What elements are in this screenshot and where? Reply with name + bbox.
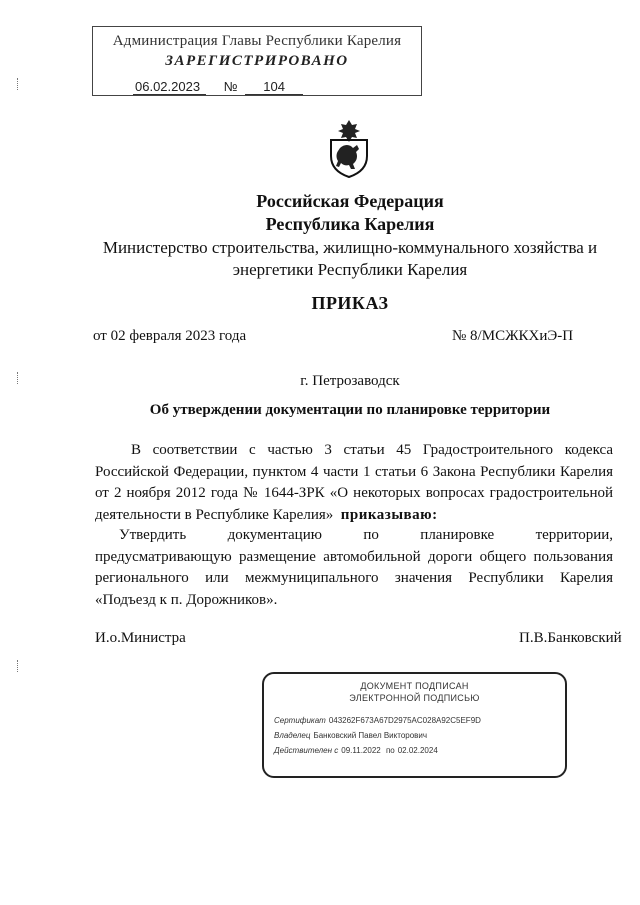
coat-of-arms-icon [324, 118, 374, 178]
esig-certificate-label: Сертификат [274, 716, 326, 725]
registration-number: 104 [245, 79, 303, 95]
body-line: предусматривающую размещение автомобильной дороги общего пользования [95, 548, 613, 565]
esig-owner: Банковский Павел Викторович [313, 731, 428, 740]
body-paragraph-2 [95, 525, 613, 611]
esig-certificate: 043262F673A67D2975AC028A92C5EF9D [328, 716, 481, 725]
esig-valid-to: 02.02.2024 [397, 746, 438, 755]
esig-owner-label: Владелец [274, 731, 311, 740]
registration-date: 06.02.2023 [133, 79, 206, 95]
esig-certificate-row [274, 716, 481, 725]
esig-heading-1: ДОКУМЕНТ ПОДПИСАН [360, 681, 469, 691]
order-city: г. Петрозаводск [300, 373, 400, 389]
body-line: регионального или межмуниципального значения Республики Карелия [95, 570, 613, 586]
margin-mark [17, 660, 20, 672]
esig-valid-from: 09.11.2022 [341, 746, 381, 755]
signatory-name: П.В.Банковский [519, 630, 622, 646]
esig-validity-label: Действителен с [274, 746, 339, 755]
body-line: «Подъезд к п. Дорожников». [95, 591, 278, 608]
body-line: от 2 ноября 2012 года № 1644-ЗРК «О некоторых вопросах градостроительной [95, 485, 613, 501]
registration-line [133, 79, 303, 95]
order-subject: Об утверждении документации по планировке территории [149, 402, 551, 418]
order-number: № 8/МСЖКХиЭ-П [452, 328, 574, 344]
registration-authority: Администрация Главы Республики Карелия [112, 33, 402, 49]
header-republic: Республика Карелия [265, 214, 435, 234]
esig-heading-2: ЭЛЕКТРОННОЙ ПОДПИСЬЮ [349, 693, 480, 703]
signatory-position: И.о.Министра [95, 630, 186, 646]
header-ministry-line1: Министерство строительства, жилищно-коммунального хозяйства и [102, 238, 598, 257]
body-line [95, 505, 613, 527]
order-date: от 02 февраля 2023 года [93, 328, 247, 344]
header-country: Российская Федерация [256, 191, 444, 211]
header-ministry-line2: энергетики Республики Карелия [232, 260, 468, 279]
registration-stamp [92, 26, 422, 96]
body-line: Российской Федерации, пунктом 4 части 1 статьи 6 Закона Республики Карелия [95, 463, 613, 480]
order-directive: приказываю: [340, 506, 438, 523]
esig-validity-row [274, 746, 438, 755]
body-line: Утвердить документацию по планировке территории, [119, 527, 613, 543]
esig-owner-row [274, 731, 427, 740]
document-type: ПРИКАЗ [311, 293, 389, 313]
electronic-signature-stamp [262, 672, 567, 778]
body-line: В соответствии с частью 3 статьи 45 Градостроительного кодекса [131, 442, 613, 458]
registration-status: ЗАРЕГИСТРИРОВАНО [165, 53, 349, 69]
body-line-text: деятельности в Республике Карелия» [95, 506, 334, 523]
esig-valid-to-label: по [385, 746, 395, 755]
registration-number-label: № [223, 79, 238, 94]
body-paragraph-1 [95, 440, 613, 526]
margin-mark [17, 78, 20, 90]
